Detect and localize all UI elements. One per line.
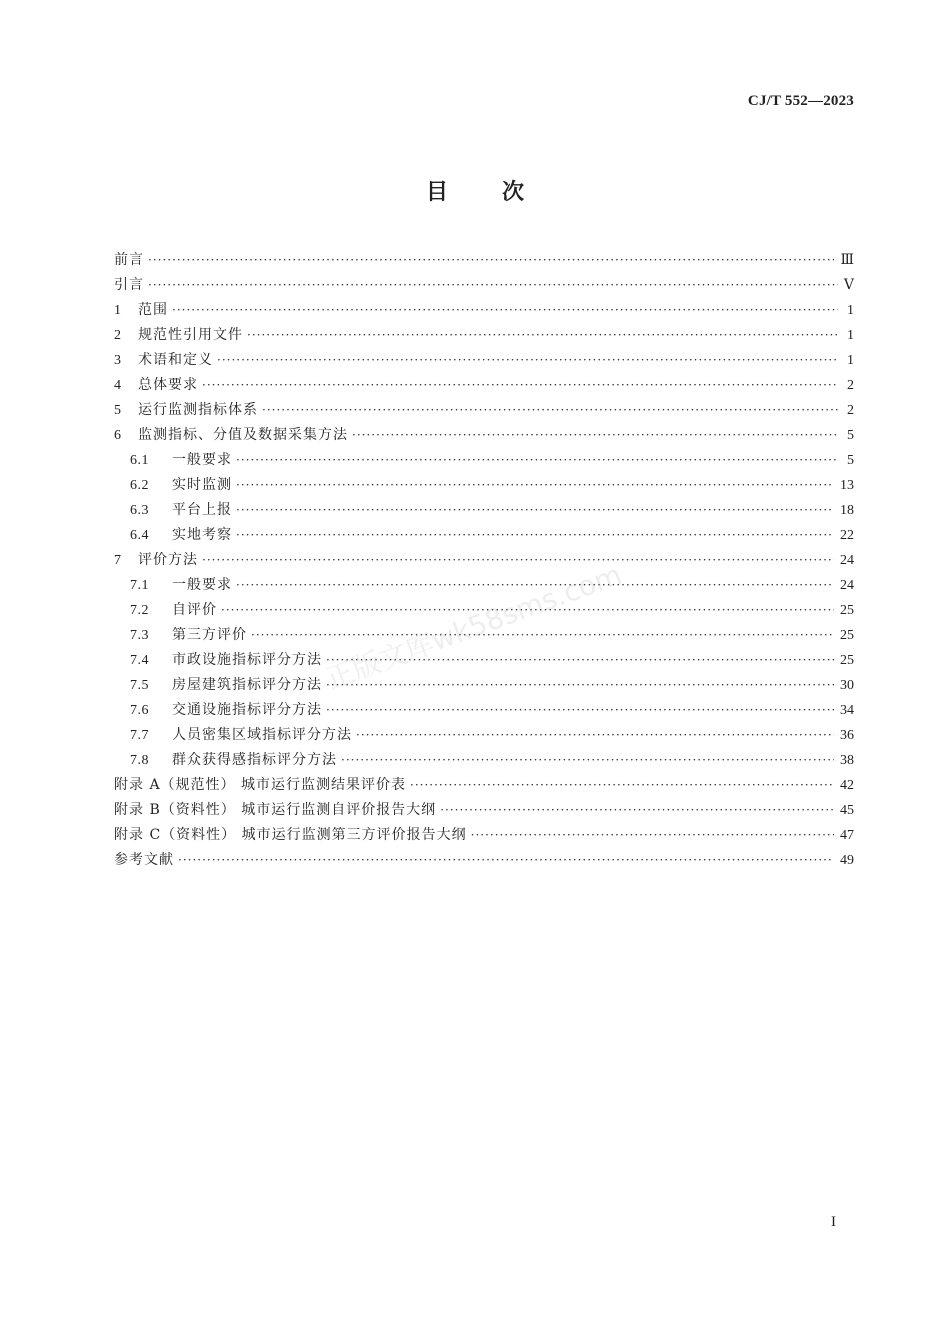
toc-entry-number: 7.1 xyxy=(130,578,149,593)
toc-dot-leader xyxy=(410,773,834,798)
toc-entry-label: 房屋建筑指标评分方法 xyxy=(172,677,322,693)
toc-dot-leader xyxy=(148,273,838,298)
toc-entry-number: 7.4 xyxy=(130,653,149,668)
toc-entry-page: 2 xyxy=(847,378,854,393)
toc-entry[interactable] xyxy=(114,398,854,423)
toc-entry-page: 1 xyxy=(847,328,854,343)
toc-entry[interactable] xyxy=(114,648,854,673)
toc-entry[interactable] xyxy=(114,698,854,723)
toc-entry-number: 6.1 xyxy=(130,453,149,468)
toc-entry-page: 36 xyxy=(840,728,854,743)
toc-entry-label: 平台上报 xyxy=(172,502,232,518)
toc-entry-page: 5 xyxy=(847,428,854,443)
toc-entry-number: 7.3 xyxy=(130,628,149,643)
page-title xyxy=(0,175,950,206)
toc-dot-leader xyxy=(341,748,834,773)
toc-dot-leader xyxy=(326,648,834,673)
toc-entry-number: 6.2 xyxy=(130,478,149,493)
toc-dot-leader xyxy=(148,248,834,273)
toc-entry[interactable] xyxy=(114,723,854,748)
toc-entry-number: 1 xyxy=(114,303,121,318)
toc-entry[interactable] xyxy=(114,573,854,598)
toc-entry[interactable] xyxy=(114,273,854,298)
toc-entry-label: 附录 C（资料性） 城市运行监测第三方评价报告大纲 xyxy=(114,827,467,843)
toc-entry-label: 第三方评价 xyxy=(172,627,247,643)
toc-dot-leader xyxy=(236,473,834,498)
toc-entry[interactable] xyxy=(114,423,854,448)
toc-entry-page: 5 xyxy=(847,453,854,468)
toc-entry-label: 市政设施指标评分方法 xyxy=(172,652,322,668)
toc-entry[interactable] xyxy=(114,823,854,848)
toc-entry-page: 13 xyxy=(840,478,854,493)
toc-entry-label: 运行监测指标体系 xyxy=(138,402,258,418)
toc-dot-leader xyxy=(217,348,838,373)
toc-dot-leader xyxy=(352,423,838,448)
toc-entry-page: 25 xyxy=(840,653,854,668)
toc-dot-leader xyxy=(236,498,834,523)
standard-code: CJ/T 552—2023 xyxy=(747,93,854,109)
toc-entry-label: 评价方法 xyxy=(138,552,198,568)
watermark: 正版文库wk58sms.com xyxy=(321,558,627,696)
toc-entry[interactable] xyxy=(114,548,854,573)
page-number: I xyxy=(831,1214,836,1230)
toc-entry[interactable] xyxy=(114,798,854,823)
toc-entry-number: 7.6 xyxy=(130,703,149,718)
toc-entry[interactable] xyxy=(114,623,854,648)
toc-entry[interactable] xyxy=(114,473,854,498)
toc-entry-page: 2 xyxy=(847,403,854,418)
toc-entry[interactable] xyxy=(114,748,854,773)
toc-entry[interactable] xyxy=(114,673,854,698)
toc-entry-label: 群众获得感指标评分方法 xyxy=(172,752,337,768)
toc-entry-page: 25 xyxy=(840,628,854,643)
toc-entry[interactable] xyxy=(114,248,854,273)
toc-dot-leader xyxy=(236,523,834,548)
toc-entry-label: 人员密集区域指标评分方法 xyxy=(172,727,352,743)
toc-entry[interactable] xyxy=(114,498,854,523)
title-char-1: 目 xyxy=(425,180,448,205)
toc-entry-number: 4 xyxy=(114,378,121,393)
toc-dot-leader xyxy=(236,573,834,598)
toc-entry-label: 实时监测 xyxy=(172,477,232,493)
toc-dot-leader xyxy=(326,698,834,723)
toc-dot-leader xyxy=(236,448,838,473)
toc-entry[interactable] xyxy=(114,448,854,473)
toc-entry-page: 47 xyxy=(840,828,854,843)
title-char-2: 次 xyxy=(502,180,525,205)
toc-entry[interactable] xyxy=(114,373,854,398)
toc-entry-number: 6.4 xyxy=(130,528,149,543)
toc-entry-label: 术语和定义 xyxy=(138,352,213,368)
toc-dot-leader xyxy=(178,848,834,873)
toc-entry[interactable] xyxy=(114,598,854,623)
toc-entry-number: 7.2 xyxy=(130,603,149,618)
toc-entry-label: 自评价 xyxy=(172,602,217,618)
toc-entry-label: 范围 xyxy=(138,302,168,318)
toc-entry[interactable] xyxy=(114,323,854,348)
toc-entry-page: 45 xyxy=(840,803,854,818)
toc-dot-leader xyxy=(440,798,834,823)
toc-entry-page: 30 xyxy=(840,678,854,693)
toc-entry-label: 参考文献 xyxy=(114,852,174,868)
toc-entry-page: 24 xyxy=(840,578,854,593)
toc-dot-leader xyxy=(172,298,838,323)
toc-dot-leader xyxy=(262,398,838,423)
toc-entry-number: 7.7 xyxy=(130,728,149,743)
toc-entry-label: 一般要求 xyxy=(172,577,232,593)
toc-dot-leader xyxy=(326,673,834,698)
toc-entry-number: 6 xyxy=(114,428,121,443)
toc-entry[interactable] xyxy=(114,348,854,373)
toc-entry-number: 2 xyxy=(114,328,121,343)
toc-entry-page: 49 xyxy=(840,853,854,868)
toc-entry-page: 22 xyxy=(840,528,854,543)
toc-entry-page: Ⅴ xyxy=(843,278,854,293)
toc-entry-label: 监测指标、分值及数据采集方法 xyxy=(138,427,348,443)
toc-entry-page: 25 xyxy=(840,603,854,618)
toc-entry[interactable] xyxy=(114,773,854,798)
toc-entry-label: 引言 xyxy=(114,277,144,293)
toc-entry-label: 规范性引用文件 xyxy=(138,327,243,343)
toc-dot-leader xyxy=(356,723,834,748)
toc-entry-label: 交通设施指标评分方法 xyxy=(172,702,322,718)
toc-dot-leader xyxy=(251,623,834,648)
toc-entry-number: 5 xyxy=(114,403,121,418)
toc-entry-number: 7 xyxy=(114,553,121,568)
toc-entry-page: 34 xyxy=(840,703,854,718)
toc-entry-number: 7.5 xyxy=(130,678,149,693)
toc-entry-label: 总体要求 xyxy=(138,377,198,393)
toc-dot-leader xyxy=(247,323,838,348)
toc-entry[interactable] xyxy=(114,523,854,548)
toc-entry[interactable] xyxy=(114,298,854,323)
toc-entry-label: 前言 xyxy=(114,252,144,268)
toc-entry-page: 24 xyxy=(840,553,854,568)
toc-entry-number: 7.8 xyxy=(130,753,149,768)
toc-entry[interactable] xyxy=(114,848,854,873)
toc-entry-label: 附录 A（规范性） 城市运行监测结果评价表 xyxy=(114,777,407,793)
toc-entry-page: 18 xyxy=(840,503,854,518)
toc-dot-leader xyxy=(471,823,834,848)
toc-entry-number: 6.3 xyxy=(130,503,149,518)
toc-entry-page: 38 xyxy=(840,753,854,768)
toc-entry-page: Ⅲ xyxy=(840,253,854,268)
toc-entry-label: 实地考察 xyxy=(172,527,232,543)
toc-entry-label: 一般要求 xyxy=(172,452,232,468)
toc-dot-leader xyxy=(202,373,838,398)
toc-entry-page: 42 xyxy=(840,778,854,793)
toc-entry-page: 1 xyxy=(847,303,854,318)
toc-entry-number: 3 xyxy=(114,353,121,368)
toc-dot-leader xyxy=(202,548,834,573)
toc-entry-label: 附录 B（资料性） 城市运行监测自评价报告大纲 xyxy=(114,802,437,818)
toc-dot-leader xyxy=(221,598,834,623)
table-of-contents xyxy=(114,248,854,873)
toc-entry-page: 1 xyxy=(847,353,854,368)
